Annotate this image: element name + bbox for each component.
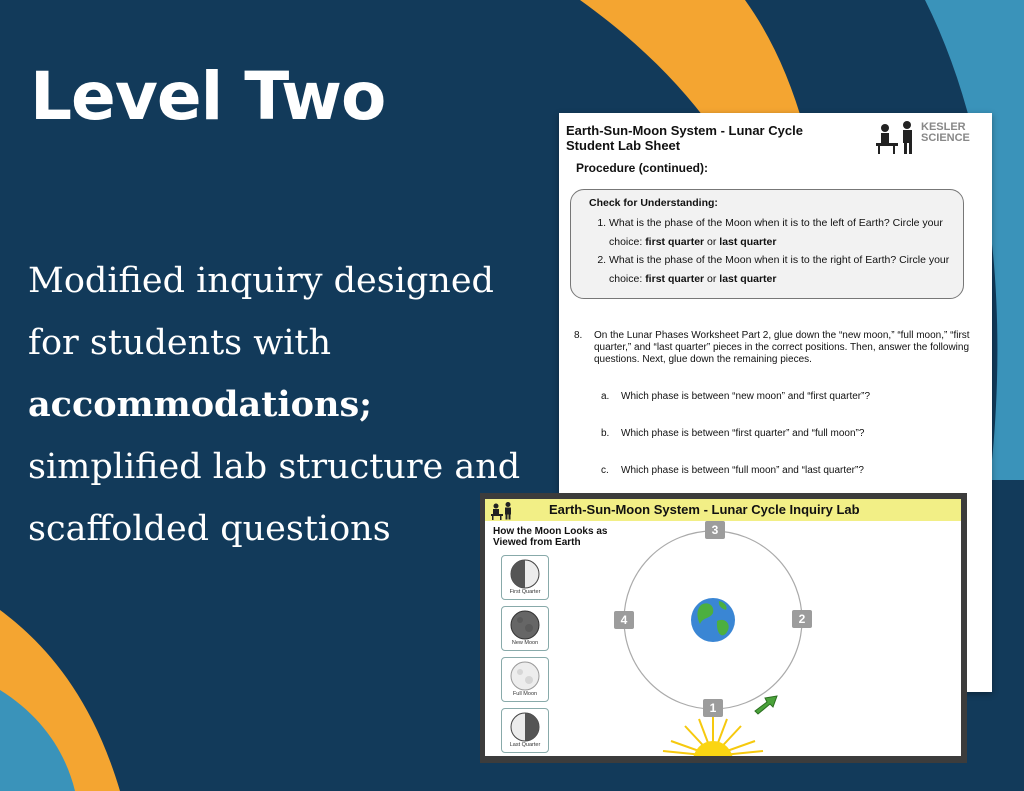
inquiry-lab-slide — [480, 493, 967, 763]
sub-question-text: Which phase is between “first quarter” and “full moon”? — [621, 428, 865, 439]
option-first-quarter: first quarter — [645, 272, 705, 285]
position-2-marker[interactable]: 2 — [792, 610, 812, 628]
moon-card-label: Last Quarter — [509, 742, 541, 748]
description — [28, 250, 548, 560]
step-number: 8. — [574, 330, 583, 341]
moon-card-last-quarter[interactable] — [501, 708, 549, 753]
scientist-icon — [873, 119, 919, 155]
moon-card-label: Full Moon — [512, 691, 538, 697]
new-moon-icon — [510, 610, 540, 640]
sub-question-letter: a. — [601, 391, 610, 402]
question-text: What is the phase of the Moon when it is to the left of Earth? Circle your choice: — [609, 217, 943, 248]
check-title: Check for Understanding: — [589, 197, 718, 209]
sub-question-text: Which phase is between “new moon” and “first quarter”? — [621, 391, 871, 402]
lab-title: Earth-Sun-Moon System - Lunar Cycle Inquiry Lab — [549, 502, 860, 517]
sub-question-letter: b. — [601, 428, 610, 439]
sheet-title: Earth-Sun-Moon System - Lunar Cycle Student Lab Sheet — [566, 123, 803, 153]
option-first-quarter: first quarter — [645, 235, 705, 248]
page-title: Level Two — [30, 58, 386, 135]
sub-question-letter: c. — [601, 465, 609, 476]
first-quarter-moon-icon — [510, 559, 540, 589]
earth-icon — [691, 598, 735, 642]
check-for-understanding-box — [570, 189, 964, 299]
last-quarter-moon-icon — [510, 712, 540, 742]
orbit-diagram — [605, 521, 825, 756]
sun-icon — [663, 716, 763, 756]
inquiry-lab-content — [485, 499, 961, 756]
moon-heading: How the Moon Looks as Viewed from Earth — [493, 526, 608, 548]
check-questions — [589, 214, 969, 288]
moon-card-first-quarter[interactable] — [501, 555, 549, 600]
step-text: On the Lunar Phases Worksheet Part 2, glue down the “new moon,” “full moon,” “first quarter,” and “last quarter” pieces in the correct positions. Then, answer the following questions. Next, glue down the remaining pieces. — [594, 330, 970, 365]
lab-header-bar — [485, 499, 961, 521]
description-text-end: simplified lab structure and scaffolded questions — [28, 447, 521, 549]
orbit-direction-arrow — [755, 696, 777, 714]
option-separator: or — [704, 272, 720, 285]
option-last-quarter: last quarter — [719, 272, 777, 285]
description-text: Modified inquiry designed for students with — [28, 261, 494, 363]
scientist-icon — [489, 501, 515, 520]
moon-card-new-moon[interactable] — [501, 606, 549, 651]
full-moon-icon — [510, 661, 540, 691]
moon-card-label: First Quarter — [509, 589, 541, 595]
moon-card-full-moon[interactable] — [501, 657, 549, 702]
check-question — [609, 251, 969, 288]
check-question — [609, 214, 969, 251]
position-4-marker[interactable]: 4 — [614, 611, 634, 629]
brand-logo: KESLER SCIENCE — [921, 121, 970, 144]
procedure-heading: Procedure (continued): — [576, 161, 709, 175]
position-1-marker[interactable]: 1 — [703, 699, 723, 717]
option-last-quarter: last quarter — [719, 235, 777, 248]
sub-question-text: Which phase is between “full moon” and “last quarter”? — [621, 465, 864, 476]
question-text: What is the phase of the Moon when it is to the right of Earth? Circle your choice: — [609, 254, 950, 285]
option-separator: or — [704, 235, 720, 248]
position-3-marker[interactable]: 3 — [705, 521, 725, 539]
moon-card-label: New Moon — [511, 640, 539, 646]
description-bold: accommodations; — [28, 384, 373, 425]
